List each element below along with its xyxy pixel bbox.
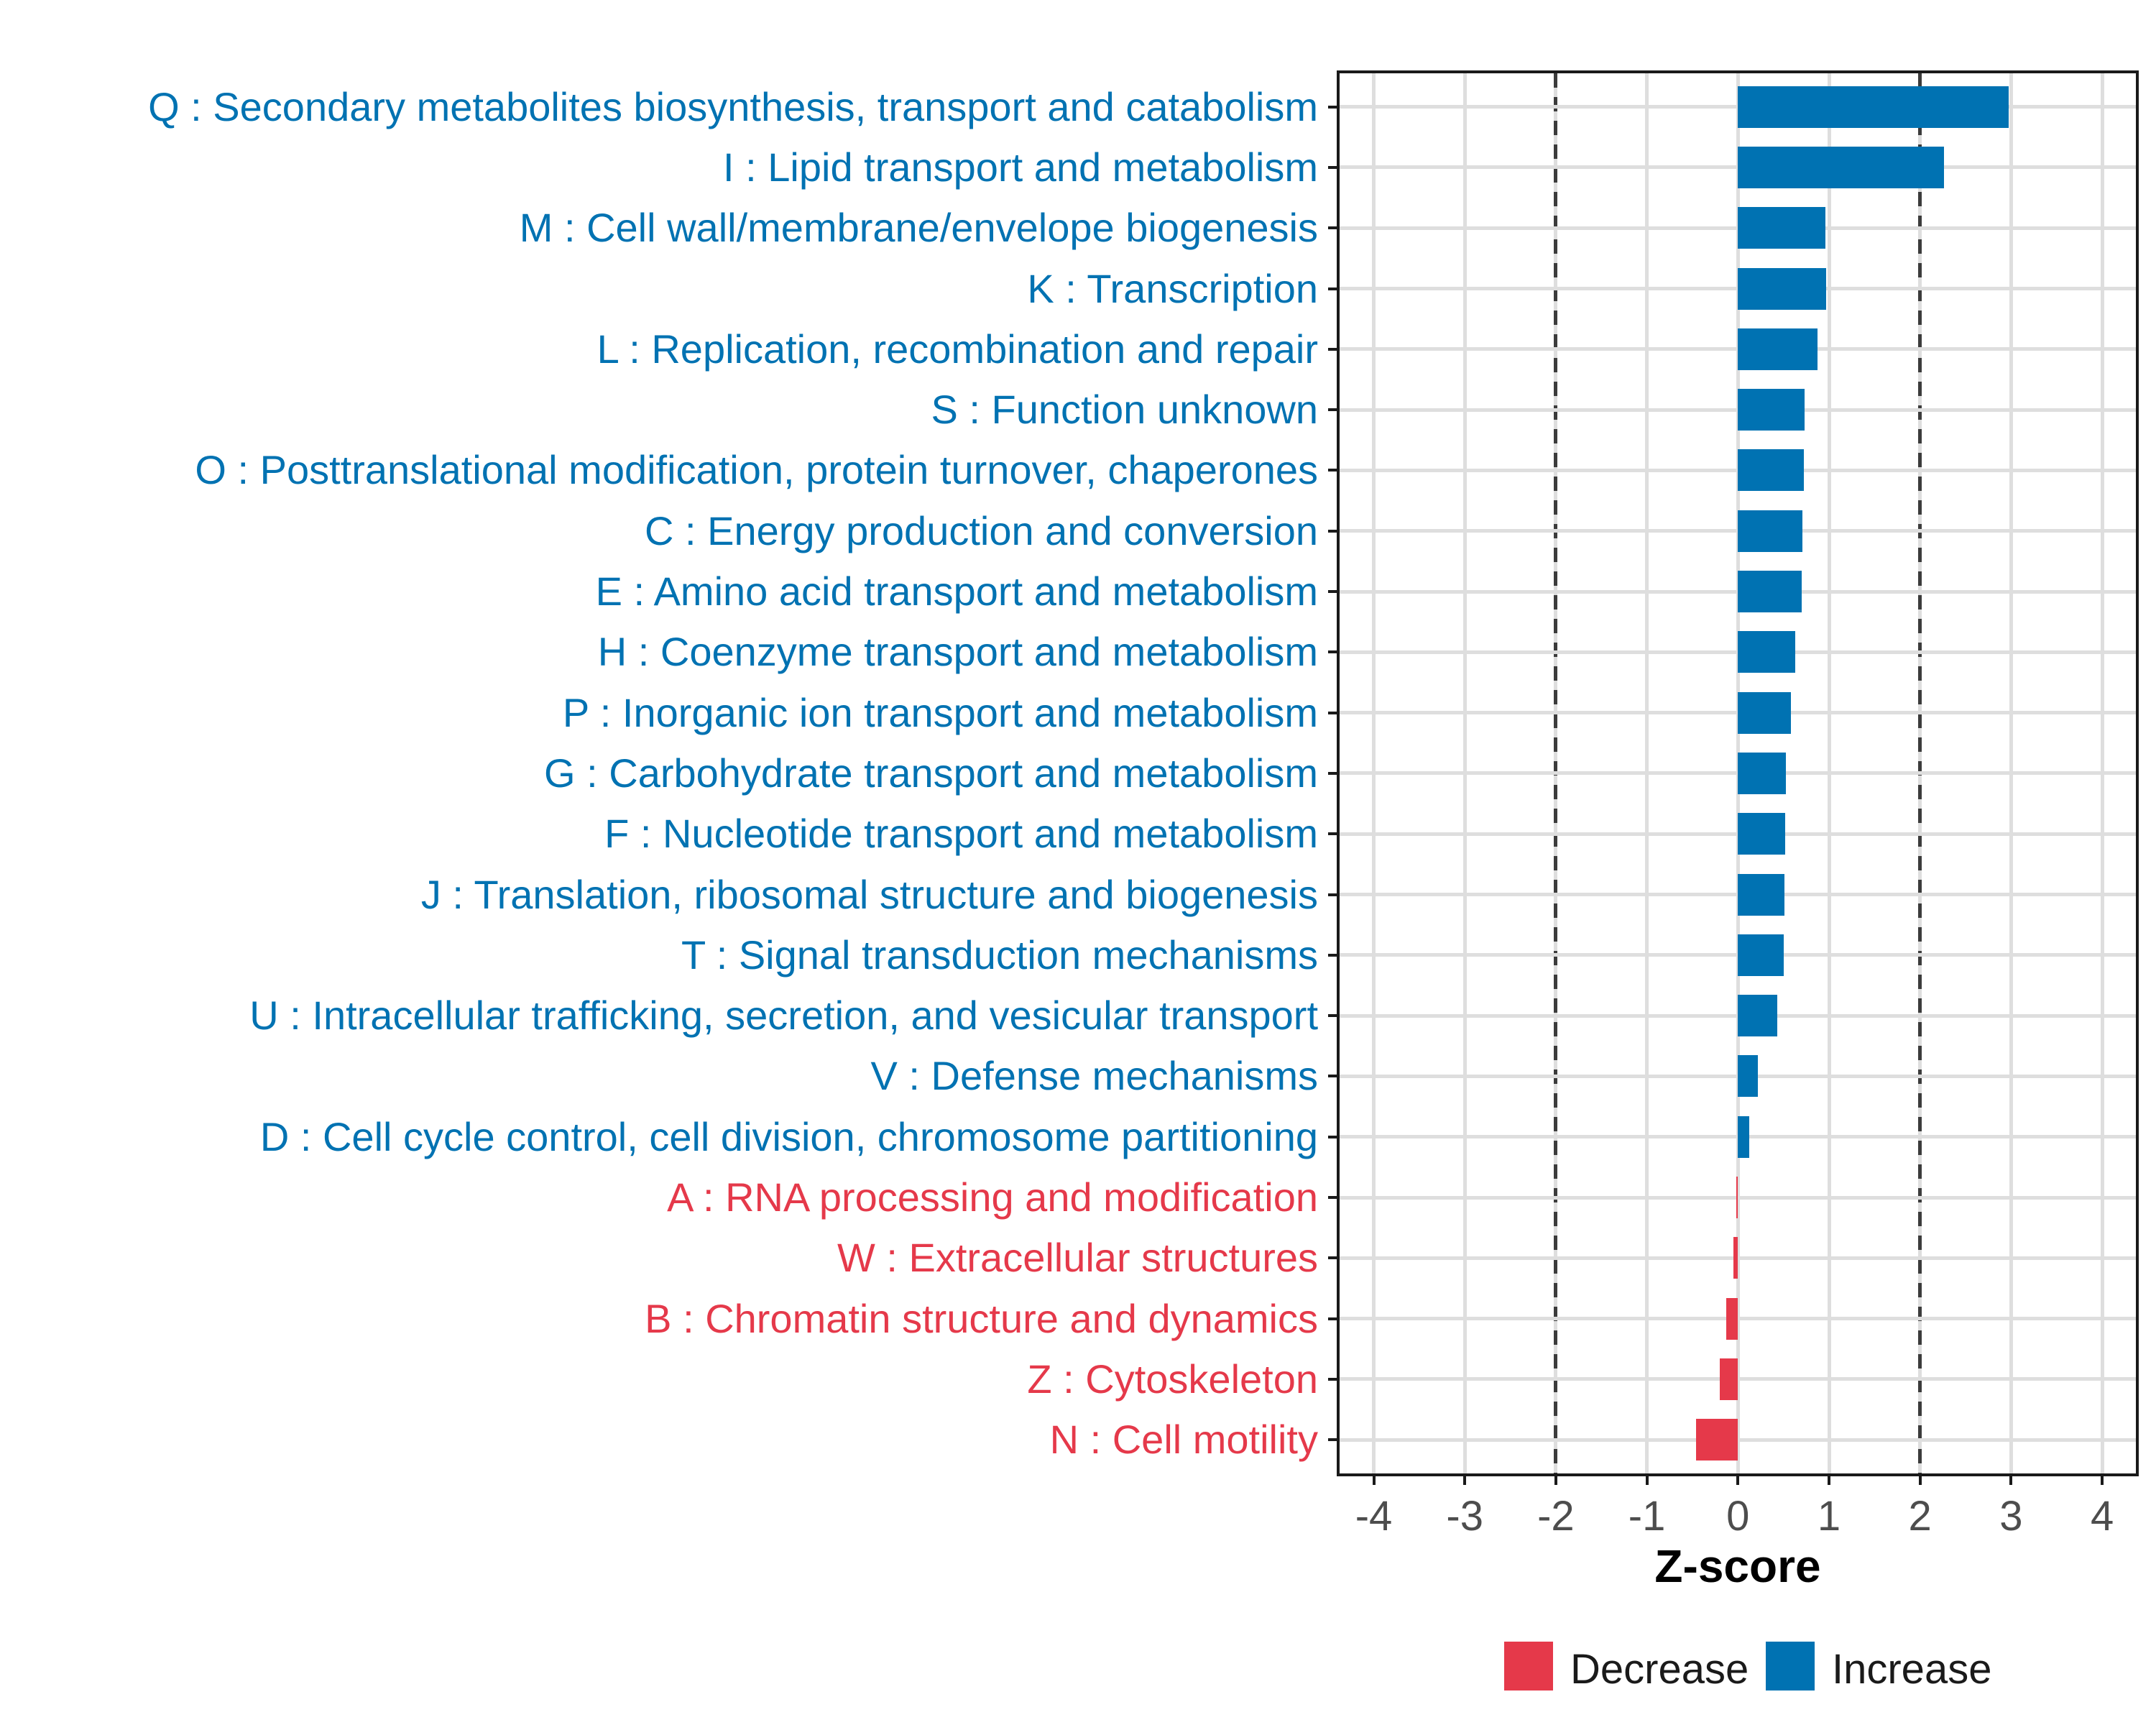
x-tick-mark <box>1828 1476 1830 1485</box>
zscore-bar <box>1696 1419 1738 1460</box>
x-tick-mark <box>2009 1476 2012 1485</box>
category-label: L : Replication, recombination and repair <box>596 326 1318 372</box>
category-label: K : Transcription <box>1027 265 1318 311</box>
zscore-bar <box>1720 1358 1738 1400</box>
category-label: E : Amino acid transport and metabolism <box>595 569 1318 614</box>
legend-key-increase <box>1766 1642 1815 1690</box>
category-label: P : Inorganic ion transport and metabolism <box>562 689 1318 735</box>
category-label: C : Energy production and conversion <box>645 507 1318 553</box>
x-tick-mark <box>1736 1476 1739 1485</box>
y-tick-mark <box>1328 832 1337 835</box>
y-tick-mark <box>1328 893 1337 896</box>
category-label: T : Signal transduction mechanisms <box>681 932 1318 978</box>
zscore-bar <box>1738 692 1790 734</box>
category-label: H : Coenzyme transport and metabolism <box>597 629 1318 675</box>
category-label: A : RNA processing and modification <box>667 1174 1318 1220</box>
zscore-bar <box>1738 753 1786 794</box>
x-tick-label: 0 <box>1726 1493 1750 1540</box>
zscore-bar <box>1738 813 1785 855</box>
y-tick-mark <box>1328 469 1337 472</box>
zscore-bar <box>1736 1177 1738 1218</box>
x-tick-label: 3 <box>1999 1493 2023 1540</box>
legend-key-decrease <box>1504 1642 1553 1690</box>
category-label: S : Function unknown <box>931 387 1318 433</box>
zscore-bar <box>1738 1116 1749 1158</box>
category-label: Q : Secondary metabolites biosynthesis, transport and catabolism <box>148 83 1318 129</box>
category-label: J : Translation, ribosomal structure and biogenesis <box>420 871 1318 917</box>
x-tick-mark <box>1373 1476 1376 1485</box>
x-tick-mark <box>1646 1476 1649 1485</box>
y-tick-mark <box>1328 166 1337 169</box>
x-tick-mark <box>1554 1476 1557 1485</box>
y-tick-mark <box>1328 1196 1337 1199</box>
y-tick-mark <box>1328 772 1337 775</box>
zscore-bar <box>1738 631 1795 673</box>
category-label: Z : Cytoskeleton <box>1027 1356 1318 1402</box>
x-tick-label: -3 <box>1446 1493 1483 1540</box>
y-tick-mark <box>1328 1378 1337 1381</box>
zscore-bar <box>1726 1298 1738 1340</box>
x-tick-mark <box>2101 1476 2104 1485</box>
zscore-bar <box>1738 147 1943 188</box>
zscore-bar <box>1738 449 1803 491</box>
y-tick-mark <box>1328 1136 1337 1138</box>
category-label: I : Lipid transport and metabolism <box>723 144 1318 190</box>
x-tick-label: -2 <box>1537 1493 1575 1540</box>
category-label: G : Carbohydrate transport and metabolism <box>544 750 1318 796</box>
y-tick-mark <box>1328 106 1337 109</box>
zscore-bar <box>1738 510 1802 552</box>
category-label: B : Chromatin structure and dynamics <box>645 1295 1318 1341</box>
y-tick-mark <box>1328 348 1337 351</box>
y-tick-mark <box>1328 712 1337 714</box>
y-tick-mark <box>1328 1438 1337 1441</box>
y-tick-mark <box>1328 1014 1337 1017</box>
zscore-bar <box>1738 86 2008 128</box>
category-label: U : Intracellular trafficking, secretion, and vesicular transport <box>249 993 1318 1039</box>
y-tick-mark <box>1328 530 1337 533</box>
y-tick-mark <box>1328 408 1337 411</box>
y-tick-mark <box>1328 226 1337 229</box>
y-tick-mark <box>1328 954 1337 957</box>
legend-label-decrease: Decrease <box>1570 1646 1749 1693</box>
zscore-bar <box>1738 995 1777 1036</box>
x-tick-label: 2 <box>1908 1493 1932 1540</box>
x-tick-mark <box>1919 1476 1922 1485</box>
y-tick-mark <box>1328 1317 1337 1320</box>
zscore-bar <box>1738 571 1802 612</box>
zscore-bar <box>1738 1055 1758 1097</box>
zscore-bar <box>1738 874 1784 916</box>
category-label: O : Posttranslational modification, protein turnover, chaperones <box>195 447 1318 493</box>
category-label: W : Extracellular structures <box>837 1235 1318 1281</box>
category-label: D : Cell cycle control, cell division, chromosome partitioning <box>259 1113 1318 1159</box>
zscore-bar <box>1733 1237 1738 1279</box>
y-tick-mark <box>1328 1075 1337 1077</box>
category-label: V : Defense mechanisms <box>870 1053 1318 1099</box>
y-tick-mark <box>1328 288 1337 290</box>
zscore-bar <box>1738 268 1826 310</box>
zscore-bar <box>1738 328 1817 370</box>
x-tick-label: -1 <box>1628 1493 1666 1540</box>
legend-label-increase: Increase <box>1832 1646 1992 1693</box>
y-tick-mark <box>1328 650 1337 653</box>
zscore-bar <box>1738 389 1804 431</box>
x-axis-title: Z-score <box>1654 1540 1821 1592</box>
zscore-bar <box>1738 934 1783 976</box>
y-tick-mark <box>1328 590 1337 593</box>
x-tick-label: -4 <box>1355 1493 1393 1540</box>
category-label: F : Nucleotide transport and metabolism <box>604 811 1318 857</box>
x-tick-label: 1 <box>1817 1493 1841 1540</box>
x-tick-label: 4 <box>2090 1493 2114 1540</box>
plot-panel <box>1337 70 2139 1476</box>
zscore-bar <box>1738 207 1825 249</box>
category-label: M : Cell wall/membrane/envelope biogenesis <box>519 205 1318 251</box>
category-label: N : Cell motility <box>1049 1417 1318 1463</box>
x-tick-mark <box>1463 1476 1466 1485</box>
y-tick-mark <box>1328 1256 1337 1259</box>
